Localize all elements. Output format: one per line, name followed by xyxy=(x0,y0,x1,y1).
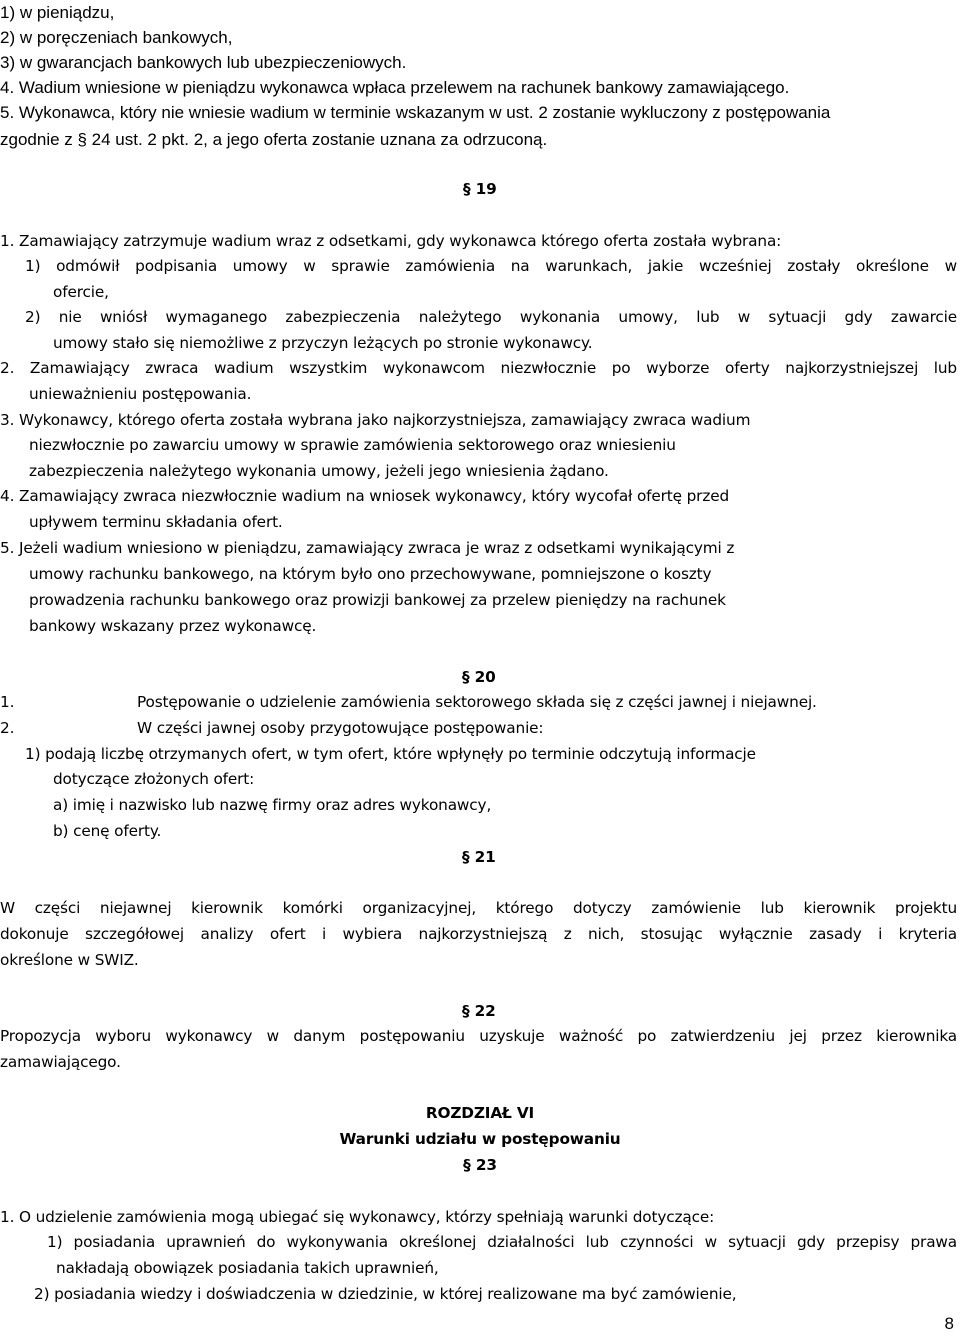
list-item: 1) w pieniądzu, xyxy=(0,3,115,22)
paragraph-line: W części niejawnej kierownik komórki organizacyjnej, którego dotyczy zamówienie lub kierownik projektu xyxy=(0,899,957,917)
paragraph-line: określone w SWIZ. xyxy=(0,951,139,969)
paragraph-line: W części jawnej osoby przygotowujące postępowanie: xyxy=(137,719,544,737)
paragraph-line: 4. Wadium wniesione w pieniądzu wykonawca wpłaca przelewem na rachunek bankowy zamawiającego. xyxy=(0,78,790,97)
paragraph-line: zamawiającego. xyxy=(0,1053,121,1071)
paragraph-line: umowy rachunku bankowego, na którym było ono przechowywane, pomniejszone o koszty xyxy=(29,565,712,583)
section-heading: § 23 xyxy=(463,1156,497,1174)
section-heading: § 20 xyxy=(462,668,496,686)
paragraph-line: Propozycja wyboru wykonawcy w danym postępowaniu uzyskuje ważność po zatwierdzeniu jej przez kierownika xyxy=(0,1027,957,1045)
paragraph-line: 1. Zamawiający zatrzymuje wadium wraz z odsetkami, gdy wykonawca którego oferta została wybrana: xyxy=(0,232,782,250)
paragraph-line: 5. Jeżeli wadium wniesiono w pieniądzu, zamawiający zwraca je wraz z odsetkami wynikającymi z xyxy=(0,539,735,557)
paragraph-line: umowy stało się niemożliwe z przyczyn leżących po stronie wykonawcy. xyxy=(53,334,593,352)
section-heading: § 21 xyxy=(462,848,496,866)
chapter-title: Warunki udziału w postępowaniu xyxy=(339,1130,621,1148)
list-item: b) cenę oferty. xyxy=(53,822,162,840)
list-item: 2) w poręczeniach bankowych, xyxy=(0,28,233,47)
list-item: 3) w gwarancjach bankowych lub ubezpieczeniowych. xyxy=(0,53,407,72)
paragraph-line: prowadzenia rachunku bankowego oraz prowizji bankowej za przelew pieniędzy na rachunek xyxy=(29,591,726,609)
paragraph-line: 1) podają liczbę otrzymanych ofert, w tym ofert, które wpłynęły po terminie odczytują informacje xyxy=(25,745,756,763)
paragraph-line: nakładają obowiązek posiadania takich uprawnień, xyxy=(56,1259,439,1277)
paragraph-line: upływem terminu składania ofert. xyxy=(29,513,283,531)
paragraph-line: 5. Wykonawca, który nie wniesie wadium w terminie wskazanym w ust. 2 zostanie wykluczony z postępowania xyxy=(0,103,831,122)
section-heading: § 22 xyxy=(462,1002,496,1020)
chapter-heading: ROZDZIAŁ VI xyxy=(425,1104,535,1122)
paragraph-line: 2) nie wniósł wymaganego zabezpieczenia należytego wykonania umowy, lub w sytuacji gdy zawarcie xyxy=(25,308,957,326)
section-heading: § 19 xyxy=(463,180,497,198)
paragraph-line: unieważnieniu postępowania. xyxy=(29,385,252,403)
paragraph-line: Postępowanie o udzielenie zamówienia sektorowego składa się z części jawnej i niejawnej. xyxy=(137,693,817,711)
paragraph-line: zabezpieczenia należytego wykonania umowy, jeżeli jego wniesienia żądano. xyxy=(29,462,609,480)
paragraph-line: 2) posiadania wiedzy i doświadczenia w dziedzinie, w której realizowane ma być zamówienie, xyxy=(34,1285,737,1303)
list-number: 2. xyxy=(0,719,15,737)
paragraph-line: 4. Zamawiający zwraca niezwłocznie wadium na wniosek wykonawcy, który wycofał ofertę przed xyxy=(0,487,730,505)
paragraph-line: bankowy wskazany przez wykonawcę. xyxy=(29,617,317,635)
paragraph-line: zgodnie z § 24 ust. 2 pkt. 2, a jego oferta zostanie uznana za odrzuconą. xyxy=(0,130,548,149)
paragraph-line: 1) posiadania uprawnień do wykonywania określonej działalności lub czynności w sytuacji gdy przepisy prawa xyxy=(47,1233,957,1251)
paragraph-line: niezwłocznie po zawarciu umowy w sprawie zamówienia sektorowego oraz wniesieniu xyxy=(29,436,676,454)
paragraph-line: ofercie, xyxy=(53,283,109,301)
paragraph-line: 1) odmówił podpisania umowy w sprawie zamówienia na warunkach, jakie wcześniej zostały określone w xyxy=(25,257,957,275)
paragraph-line: dotyczące złożonych ofert: xyxy=(53,770,255,788)
paragraph-line: dokonuje szczegółowej analizy ofert i wybiera najkorzystniejszą z nich, stosując wyłącznie zasady i kryteria xyxy=(0,925,957,943)
paragraph-line: 1. O udzielenie zamówienia mogą ubiegać się wykonawcy, którzy spełniają warunki dotyczące: xyxy=(0,1208,715,1226)
paragraph-line: 2. Zamawiający zwraca wadium wszystkim wykonawcom niezwłocznie po wyborze oferty najkorzystniejszej lub xyxy=(0,359,957,377)
list-item: a) imię i nazwisko lub nazwę firmy oraz adres wykonawcy, xyxy=(53,796,492,814)
page-number: 8 xyxy=(944,1314,954,1333)
list-number: 1. xyxy=(0,693,15,711)
paragraph-line: 3. Wykonawcy, którego oferta została wybrana jako najkorzystniejsza, zamawiający zwraca wadium xyxy=(0,411,751,429)
